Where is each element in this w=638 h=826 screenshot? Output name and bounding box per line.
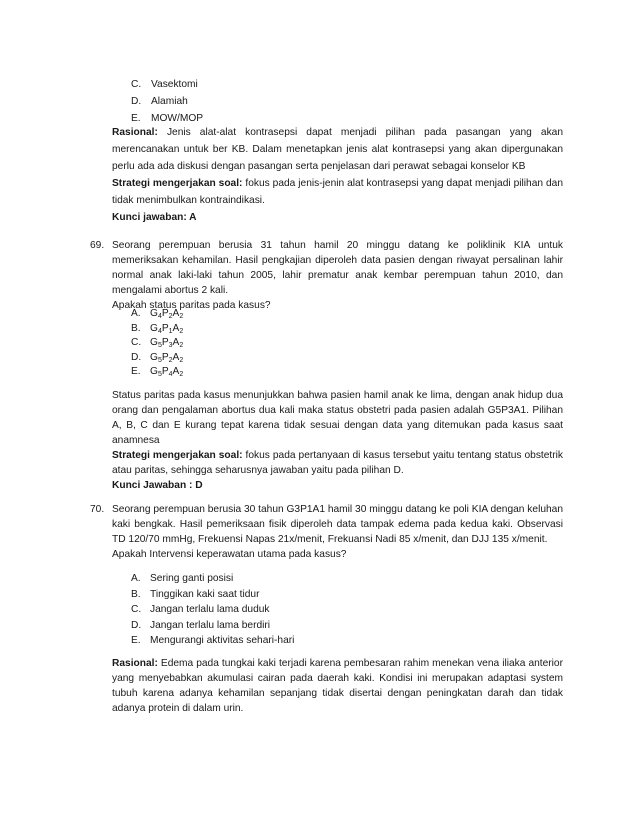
rationale-paragraph: Rasional: Jenis alat-alat kontrasepsi dapat menjadi pilihan pada pasangan yang akan merencanakan untuk ber KB. Dalam menetapkan jenis alat kontrasepsi yang akan dipergunakan perlu ada ada diskusi dengan pasangan serta penjelasan dari perawat sebagai konselor KB: [112, 127, 563, 172]
prev-question-options: [131, 76, 203, 127]
question-70: [112, 502, 563, 562]
option-item: C. Vasektomi: [131, 79, 198, 90]
option-item: B. $G_4P_1A_2$: [131, 322, 184, 335]
question-69-options: [131, 307, 183, 380]
question-stem: Seorang perempuan berusia 30 tahun G3P1A1 hamil 30 minggu datang ke poli KIA dengan keluhan kaki bengkak. Hasil pemeriksaan fisik diperoleh data tampak edema pada kedua kaki. Observasi TD 120/70 mmHg, Frekuensi Napas 21x/menit, Frekuansi Nadi 85 x/menit, dan DJJ 135 x/menit.: [112, 504, 563, 545]
option-item: C. $G_5P_3A_2$: [131, 337, 184, 350]
question-prompt: Apakah status paritas pada kasus?: [112, 300, 271, 311]
explanation-paragraph: Status paritas pada kasus menunjukkan bahwa pasien hamil anak ke lima, dengan anak hidup dua orang dan pengalaman abortus dua kali maka status obstetri pada pasien adalah G5P3A1. Pilihan A, B, C dan E kurang tepat karena tidak sesuai dengan data yang ditemukan pada kasus saat anamnesa: [112, 390, 563, 446]
answer-key: Kunci Jawaban : D: [112, 480, 203, 491]
question-70-rationale: [112, 656, 563, 716]
question-69-explanation: [112, 388, 563, 493]
question-number: 69.: [90, 240, 105, 251]
option-item: C. Jangan terlalu lama duduk: [131, 604, 270, 615]
option-item: E. MOW/MOP: [131, 113, 204, 124]
strategy-paragraph: Strategi mengerjakan soal: fokus pada pertanyaan di kasus tersebut yaitu tentang status obstetrik atau paritas, sehingga seharusnya jawaban yaitu pada pilihan D.: [112, 450, 563, 476]
option-item: E. Mengurangi aktivitas sehari-hari: [131, 635, 295, 646]
question-number: 70.: [90, 504, 105, 515]
rationale-paragraph: Rasional: Edema pada tungkai kaki terjadi karena pembesaran rahim menekan vena iliaka anterior yang menyebabkan akumulasi cairan pada daerah kaki. Kondisi ini merupakan adaptasi system tubuh karena adanya kehamilan sepanjang tidak disertai dengan peningkatan darah dan tidak adanya protein di dalam urin.: [112, 658, 563, 714]
question-70-options: [131, 572, 294, 650]
answer-key: Kunci jawaban: A: [112, 212, 197, 223]
option-item: E. $G_5P_4A_2$: [131, 366, 184, 379]
strategy-paragraph: Strategi mengerjakan soal: fokus pada jenis-jenin alat kontrasepsi yang dapat menjadi pilihan dan tidak menimbulkan kontraindikasi.: [112, 178, 563, 206]
question-stem: Seorang perempuan berusia 31 tahun hamil 20 minggu datang ke poliklinik KIA untuk memeriksakan kehamilan. Hasil pengkajian diperoleh data pasien dengan riwayat persalinan lahir normal anak laki-laki tahun 2005, lahir prematur anak kembar perempuan tahun 2010, dan mengalami abortus 2 kali.: [112, 240, 563, 296]
question-prompt: Apakah Intervensi keperawatan utama pada kasus?: [112, 549, 347, 560]
prev-rationale: [112, 124, 563, 226]
option-item: A. Sering ganti posisi: [131, 573, 234, 584]
option-item: D. Jangan terlalu lama berdiri: [131, 619, 271, 631]
option-item: D. $G_5P_2A_2$: [131, 351, 184, 364]
option-item: D. Alamiah: [131, 96, 188, 107]
question-69: [112, 238, 563, 313]
option-item: A. $G_4P_2A_2$: [131, 308, 184, 320]
option-item: B. Tinggikan kaki saat tidur: [131, 588, 260, 600]
